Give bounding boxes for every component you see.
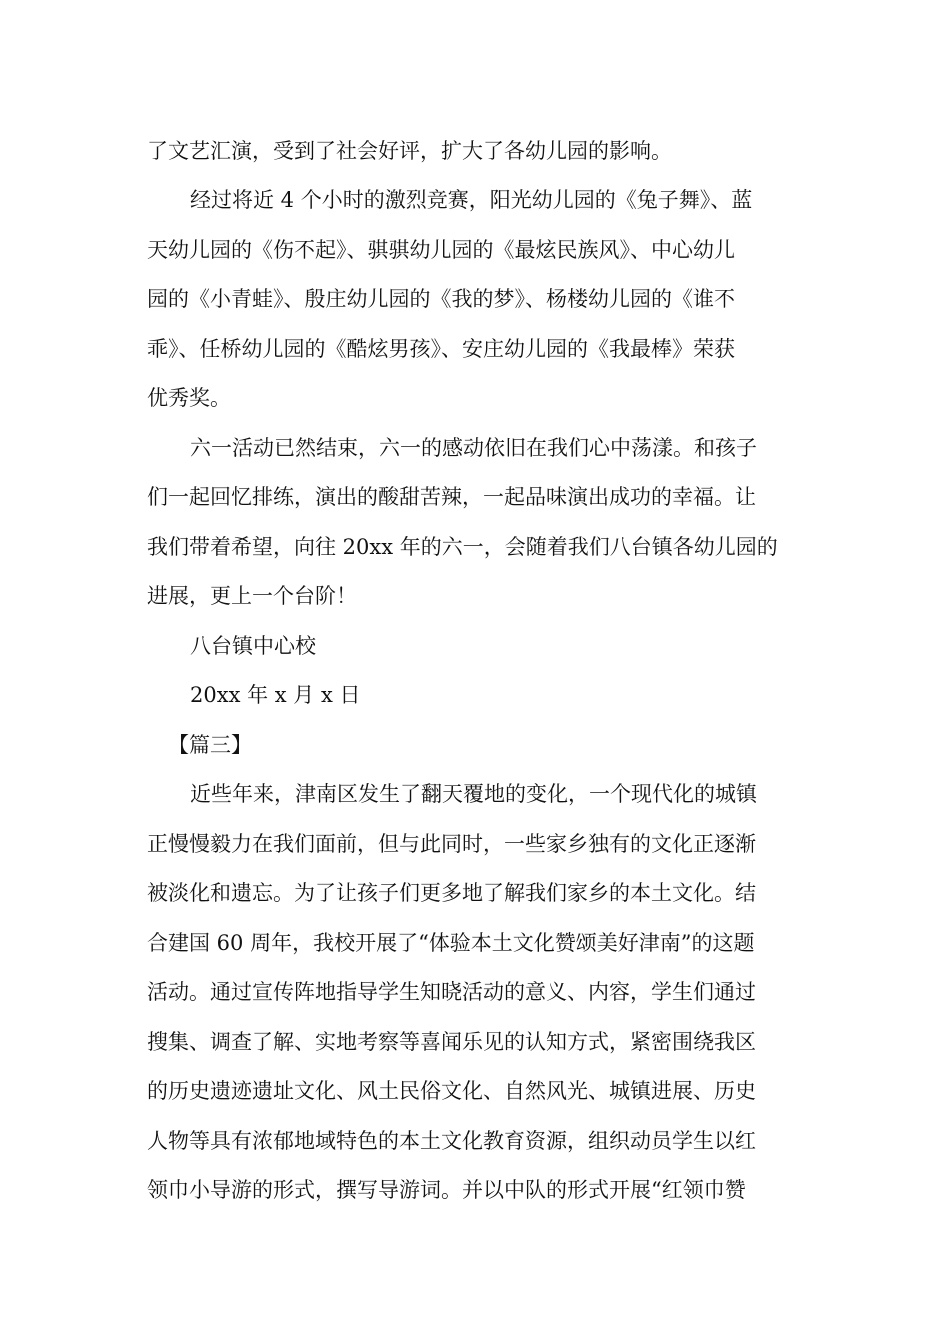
section-heading — [0, 725, 950, 765]
line-text: 了文艺汇演，受到了社会好评，扩大了各幼儿园的影响。 — [147, 139, 672, 163]
paragraph-line — [0, 873, 950, 913]
signature-organization — [0, 626, 950, 666]
paragraph-line — [0, 527, 950, 567]
line-text: 六一活动已然结束，六一的感动依旧在我们心中荡漾。和孩子 — [190, 436, 757, 460]
line-text: 搜集、调查了解、实地考察等喜闻乐见的认知方式，紧密围绕我区 — [147, 1030, 756, 1054]
line-text: 乖》、任桥幼儿园的《酷炫男孩》、安庄幼儿园的《我最棒》荣获 — [147, 337, 735, 361]
paragraph-line — [0, 428, 950, 468]
line-text: 被淡化和遗忘。为了让孩子们更多地了解我们家乡的本土文化。结 — [147, 881, 756, 905]
line-text: 们一起回忆排练，演出的酸甜苦辣，一起品味演出成功的幸福。让 — [147, 485, 756, 509]
paragraph-line — [0, 1170, 950, 1210]
paragraph-line — [0, 576, 950, 616]
paragraph-line — [0, 774, 950, 814]
line-text: 我们带着希望，向往 20xx 年的六一，会随着我们八台镇各幼儿园的 — [147, 535, 778, 559]
line-text: 的历史遗迹遗址文化、风土民俗文化、自然风光、城镇进展、历史 — [147, 1079, 756, 1103]
paragraph-line — [0, 972, 950, 1012]
paragraph-line — [0, 923, 950, 963]
line-text: 20xx 年 x 月 x 日 — [190, 683, 361, 707]
paragraph-line — [0, 1071, 950, 1111]
paragraph-line — [0, 1121, 950, 1161]
paragraph-line — [0, 329, 950, 369]
line-text: 优秀奖。 — [147, 386, 231, 410]
paragraph-line — [0, 477, 950, 517]
line-text: 【篇三】 — [168, 733, 252, 757]
paragraph-line — [0, 378, 950, 418]
line-text: 领巾小导游的形式，撰写导游词。并以中队的形式开展“红领巾赞 — [147, 1178, 746, 1202]
line-text: 正慢慢毅力在我们面前，但与此同时，一些家乡独有的文化正逐渐 — [147, 832, 756, 856]
line-text: 人物等具有浓郁地域特色的本土文化教育资源，组织动员学生以红 — [147, 1129, 756, 1153]
paragraph-line — [0, 230, 950, 270]
paragraph-line — [0, 131, 950, 171]
line-text: 天幼儿园的《伤不起》、骐骐幼儿园的《最炫民族风》、中心幼儿 — [147, 238, 735, 262]
paragraph-line — [0, 1022, 950, 1062]
line-text: 活动。通过宣传阵地指导学生知晓活动的意义、内容，学生们通过 — [147, 980, 756, 1004]
line-text: 进展，更上一个台阶！ — [147, 584, 357, 608]
line-text: 近些年来，津南区发生了翻天覆地的变化，一个现代化的城镇 — [190, 782, 757, 806]
paragraph-line — [0, 279, 950, 319]
line-text: 合建国 60 周年，我校开展了“体验本土文化赞颂美好津南”的这题 — [147, 931, 755, 955]
line-text: 八台镇中心校 — [190, 634, 316, 658]
paragraph-line — [0, 180, 950, 220]
paragraph-line — [0, 824, 950, 864]
line-text: 园的《小青蛙》、殷庄幼儿园的《我的梦》、杨楼幼儿园的《谁不 — [147, 287, 735, 311]
signature-date — [0, 675, 950, 715]
line-text: 经过将近 4 个小时的激烈竞赛，阳光幼儿园的《兔子舞》、蓝 — [190, 188, 753, 212]
